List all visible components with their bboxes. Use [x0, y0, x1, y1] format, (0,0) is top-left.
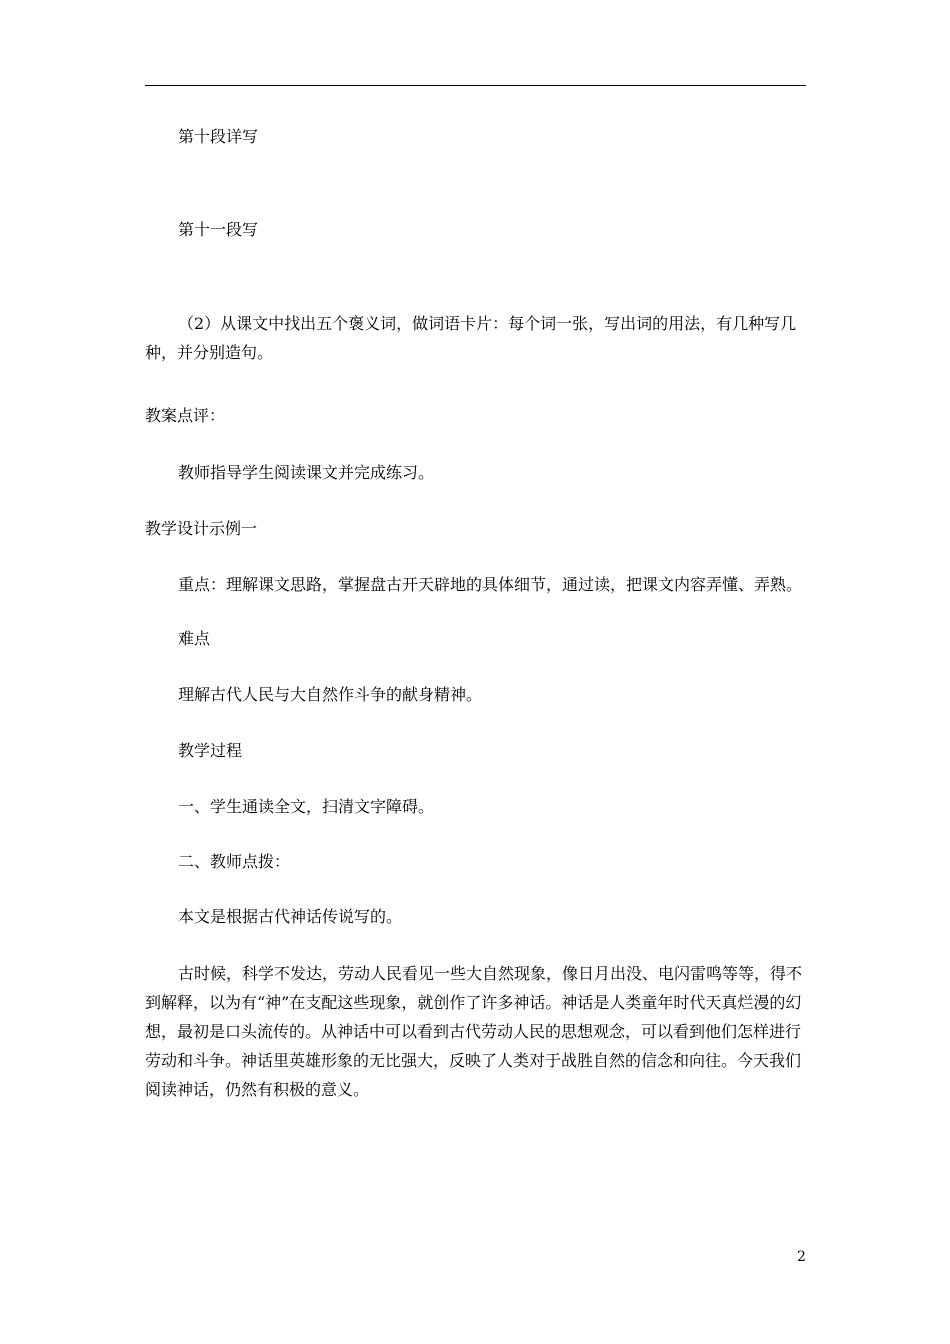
paragraph-ten-note: 第十段详写 — [178, 127, 259, 146]
step-one: 一、学生通读全文，扫清文字障碍。 — [178, 797, 435, 816]
design-heading: 教学设计示例一 — [145, 519, 258, 538]
comment-heading: 教案点评： — [145, 406, 226, 425]
page-number: 2 — [797, 1249, 806, 1265]
source-note: 本文是根据古代神话传说写的。 — [178, 907, 403, 926]
paragraph-eleven-note: 第十一段写 — [178, 220, 259, 239]
difficulty-body: 理解古代人民与大自然作斗争的献身精神。 — [178, 685, 483, 704]
process-heading: 教学过程 — [178, 741, 243, 760]
difficulty-label: 难点 — [178, 629, 211, 648]
step-two: 二、教师点拨： — [178, 852, 291, 871]
exercise-two: （2）从课文中找出五个褒义词，做词语卡片：每个词一张，写出词的用法，有几种写几种，并分别造句。 — [145, 314, 797, 362]
comment-body: 教师指导学生阅读课文并完成练习。 — [178, 463, 435, 482]
header-rule — [145, 85, 806, 86]
myth-paragraph: 古时候，科学不发达，劳动人民看见一些大自然现象，像日月出没、电闪雷鸣等等，得不到解释，以为有“神”在支配这些现象，就创作了许多神话。神话是人类童年时代天真烂漫的幻想，最初是口头流传的。从神话中可以看到古代劳动人民的思想观念，可以看到他们怎样进行劳动和斗争。神话里英雄形象的无比强大，反映了人类对于战胜自然的信念和向往。今天我们阅读神话，仍然有积极的意义。 — [145, 964, 803, 1099]
key-point: 重点：理解课文思路，掌握盘古开天辟地的具体细节，通过读，把课文内容弄懂、弄熟。 — [178, 575, 803, 594]
